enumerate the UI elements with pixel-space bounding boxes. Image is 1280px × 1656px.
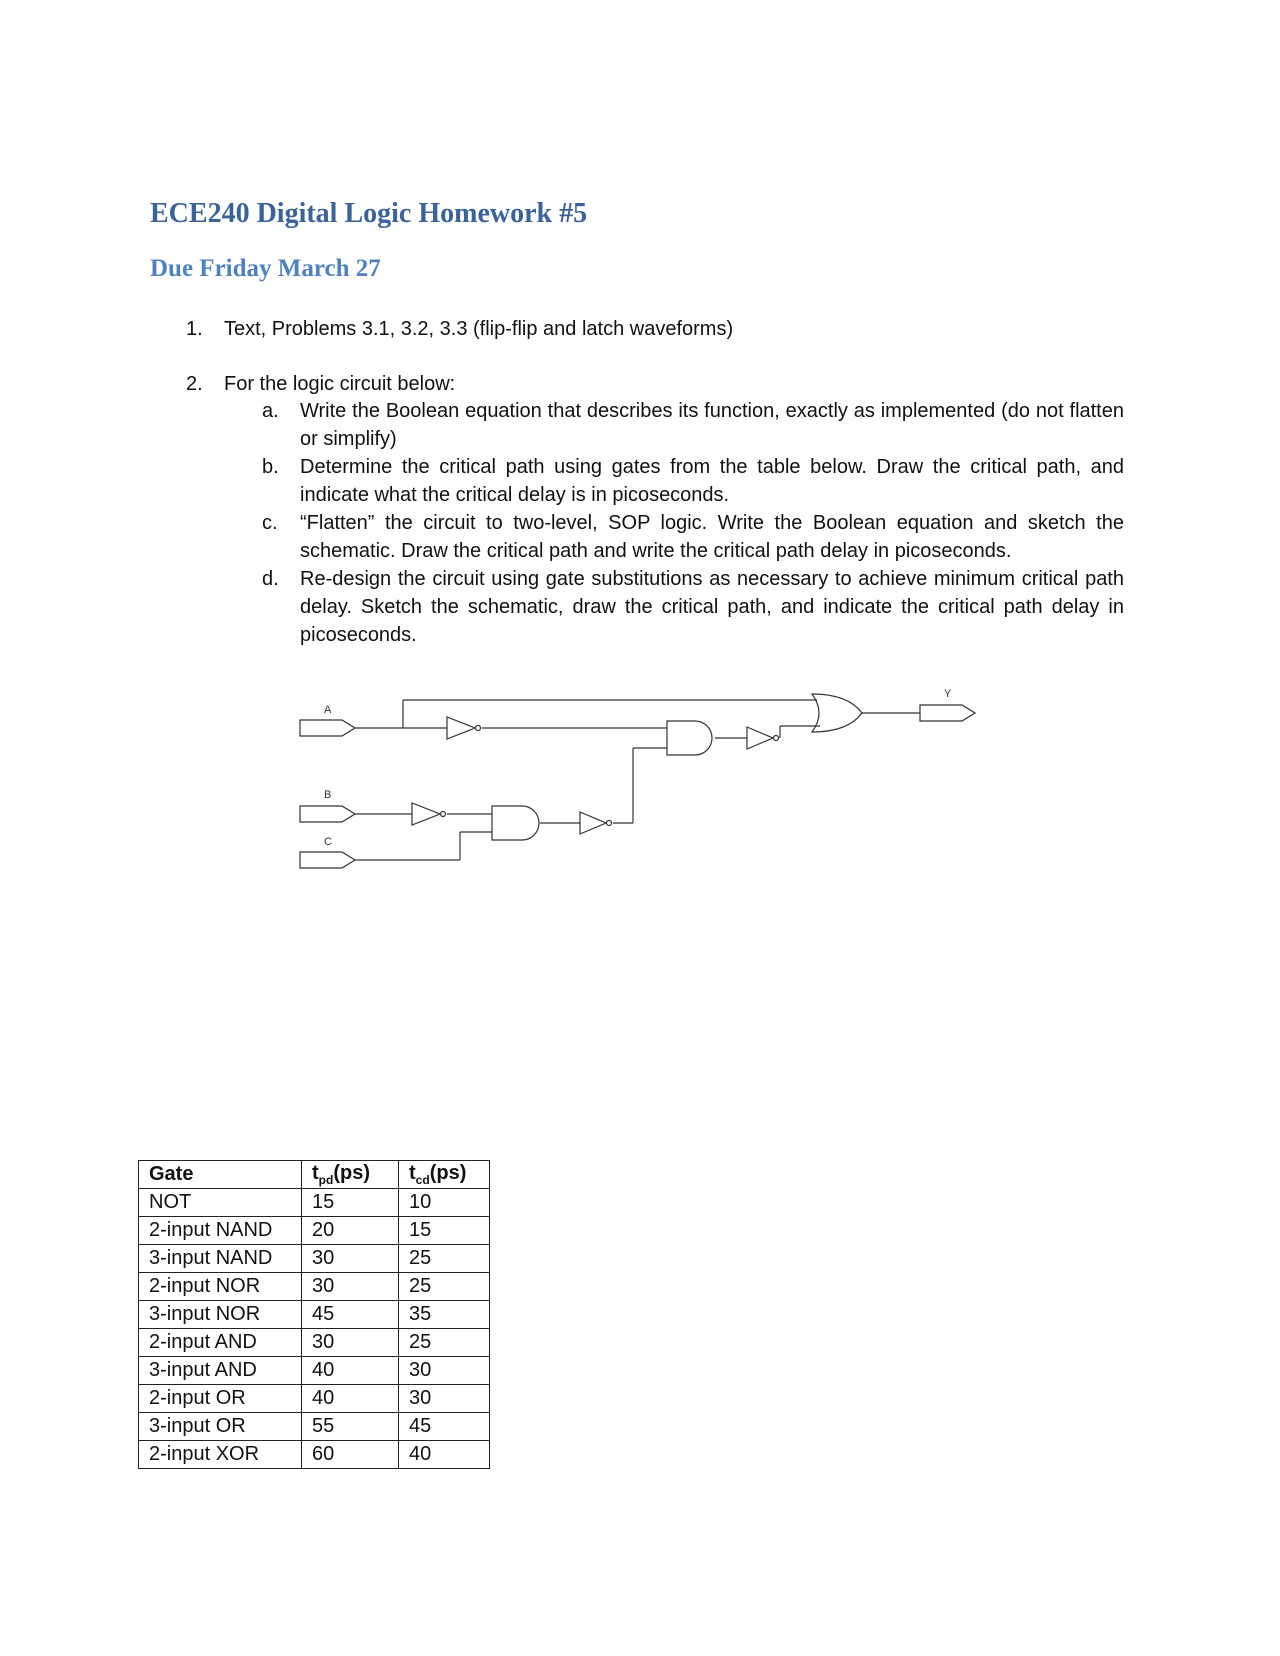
wires <box>355 700 920 860</box>
subpart-d <box>262 565 1124 649</box>
tpd-value: 60 <box>302 1441 399 1469</box>
tcd-value: 45 <box>399 1413 490 1441</box>
table-row <box>139 1189 490 1217</box>
subpart-text: Write the Boolean equation that describes its function, exactly as implemented (do not flatten or simplify) <box>300 400 1124 450</box>
output-label-y: Y <box>944 688 952 700</box>
tpd-value: 30 <box>302 1273 399 1301</box>
gate-name: 2-input OR <box>139 1385 302 1413</box>
subpart-a <box>262 397 1124 453</box>
not-gate-4 <box>747 727 779 749</box>
tpd-value: 40 <box>302 1357 399 1385</box>
header-tpd-unit: (ps) <box>333 1162 371 1184</box>
input-label-b: B <box>324 789 332 801</box>
subpart-text: Re-design the circuit using gate substitutions as necessary to achieve minimum critical path delay. Sketch the schematic, draw the critical path, and indicate the critical path delay in picoseconds. <box>300 568 1124 646</box>
table-row <box>139 1217 490 1245</box>
header-tpd <box>302 1161 399 1189</box>
subpart-letter: a. <box>262 400 279 422</box>
subpart-letter: b. <box>262 456 279 478</box>
output-port-y <box>920 688 975 721</box>
header-tcd <box>399 1161 490 1189</box>
table-row <box>139 1357 490 1385</box>
tcd-value: 30 <box>399 1385 490 1413</box>
input-label-c: C <box>324 836 332 848</box>
not-gate-1 <box>447 717 481 739</box>
gate-name: 3-input OR <box>139 1413 302 1441</box>
input-port-b <box>300 789 355 822</box>
tcd-value: 25 <box>399 1329 490 1357</box>
gate-name: 3-input AND <box>139 1357 302 1385</box>
table-row <box>139 1301 490 1329</box>
not-gate-2 <box>412 803 446 825</box>
tpd-value: 55 <box>302 1413 399 1441</box>
tcd-value: 35 <box>399 1301 490 1329</box>
header-tpd-t: t <box>312 1162 319 1184</box>
table-row <box>139 1273 490 1301</box>
table-header-row <box>139 1161 490 1189</box>
gate-name: 2-input NAND <box>139 1217 302 1245</box>
subpart-c <box>262 509 1124 565</box>
header-tcd-t: t <box>409 1162 416 1184</box>
gate-name: NOT <box>139 1189 302 1217</box>
gate-name: 3-input NAND <box>139 1245 302 1273</box>
subpart-letter: d. <box>262 568 279 590</box>
tcd-value: 25 <box>399 1245 490 1273</box>
gate-name: 2-input AND <box>139 1329 302 1357</box>
and-gate-2 <box>492 806 539 840</box>
tcd-value: 30 <box>399 1357 490 1385</box>
gate-delay-table <box>138 1160 490 1469</box>
tcd-value: 15 <box>399 1217 490 1245</box>
question-number: 2. <box>186 373 203 395</box>
subpart-b <box>262 453 1124 509</box>
question-text: Text, Problems 3.1, 3.2, 3.3 (flip-flip and latch waveforms) <box>224 318 734 340</box>
input-port-a <box>300 704 355 736</box>
due-date: Due Friday March 27 <box>150 255 381 282</box>
table-row <box>139 1413 490 1441</box>
tcd-value: 40 <box>399 1441 490 1469</box>
table-row <box>139 1245 490 1273</box>
table-row <box>139 1385 490 1413</box>
subpart-letter: c. <box>262 512 278 534</box>
header-tcd-sub: cd <box>415 1173 430 1187</box>
tpd-value: 20 <box>302 1217 399 1245</box>
table-row <box>139 1329 490 1357</box>
header-tcd-unit: (ps) <box>429 1162 467 1184</box>
header-gate: Gate <box>139 1161 302 1189</box>
document-title: ECE240 Digital Logic Homework #5 <box>150 198 588 229</box>
tcd-value: 10 <box>399 1189 490 1217</box>
and-gate-1 <box>667 721 712 755</box>
question-number: 1. <box>186 318 203 340</box>
gate-name: 2-input XOR <box>139 1441 302 1469</box>
gate-name: 2-input NOR <box>139 1273 302 1301</box>
logic-circuit-diagram <box>290 675 990 885</box>
input-port-c <box>300 836 355 868</box>
subpart-text: “Flatten” the circuit to two-level, SOP logic. Write the Boolean equation and sketch the schematic. Draw the critical path and write the critical path delay in picoseconds. <box>300 512 1124 562</box>
input-label-a: A <box>324 704 332 716</box>
tpd-value: 30 <box>302 1245 399 1273</box>
tpd-value: 15 <box>302 1189 399 1217</box>
not-gate-3 <box>580 812 612 834</box>
gate-name: 3-input NOR <box>139 1301 302 1329</box>
question-text: For the logic circuit below: <box>224 373 456 395</box>
tpd-value: 30 <box>302 1329 399 1357</box>
subpart-text: Determine the critical path using gates from the table below. Draw the critical path, and indicate what the critical delay is in picoseconds. <box>300 456 1124 506</box>
tpd-value: 45 <box>302 1301 399 1329</box>
tpd-value: 40 <box>302 1385 399 1413</box>
header-tpd-sub: pd <box>318 1173 334 1187</box>
tcd-value: 25 <box>399 1273 490 1301</box>
table-row <box>139 1441 490 1469</box>
